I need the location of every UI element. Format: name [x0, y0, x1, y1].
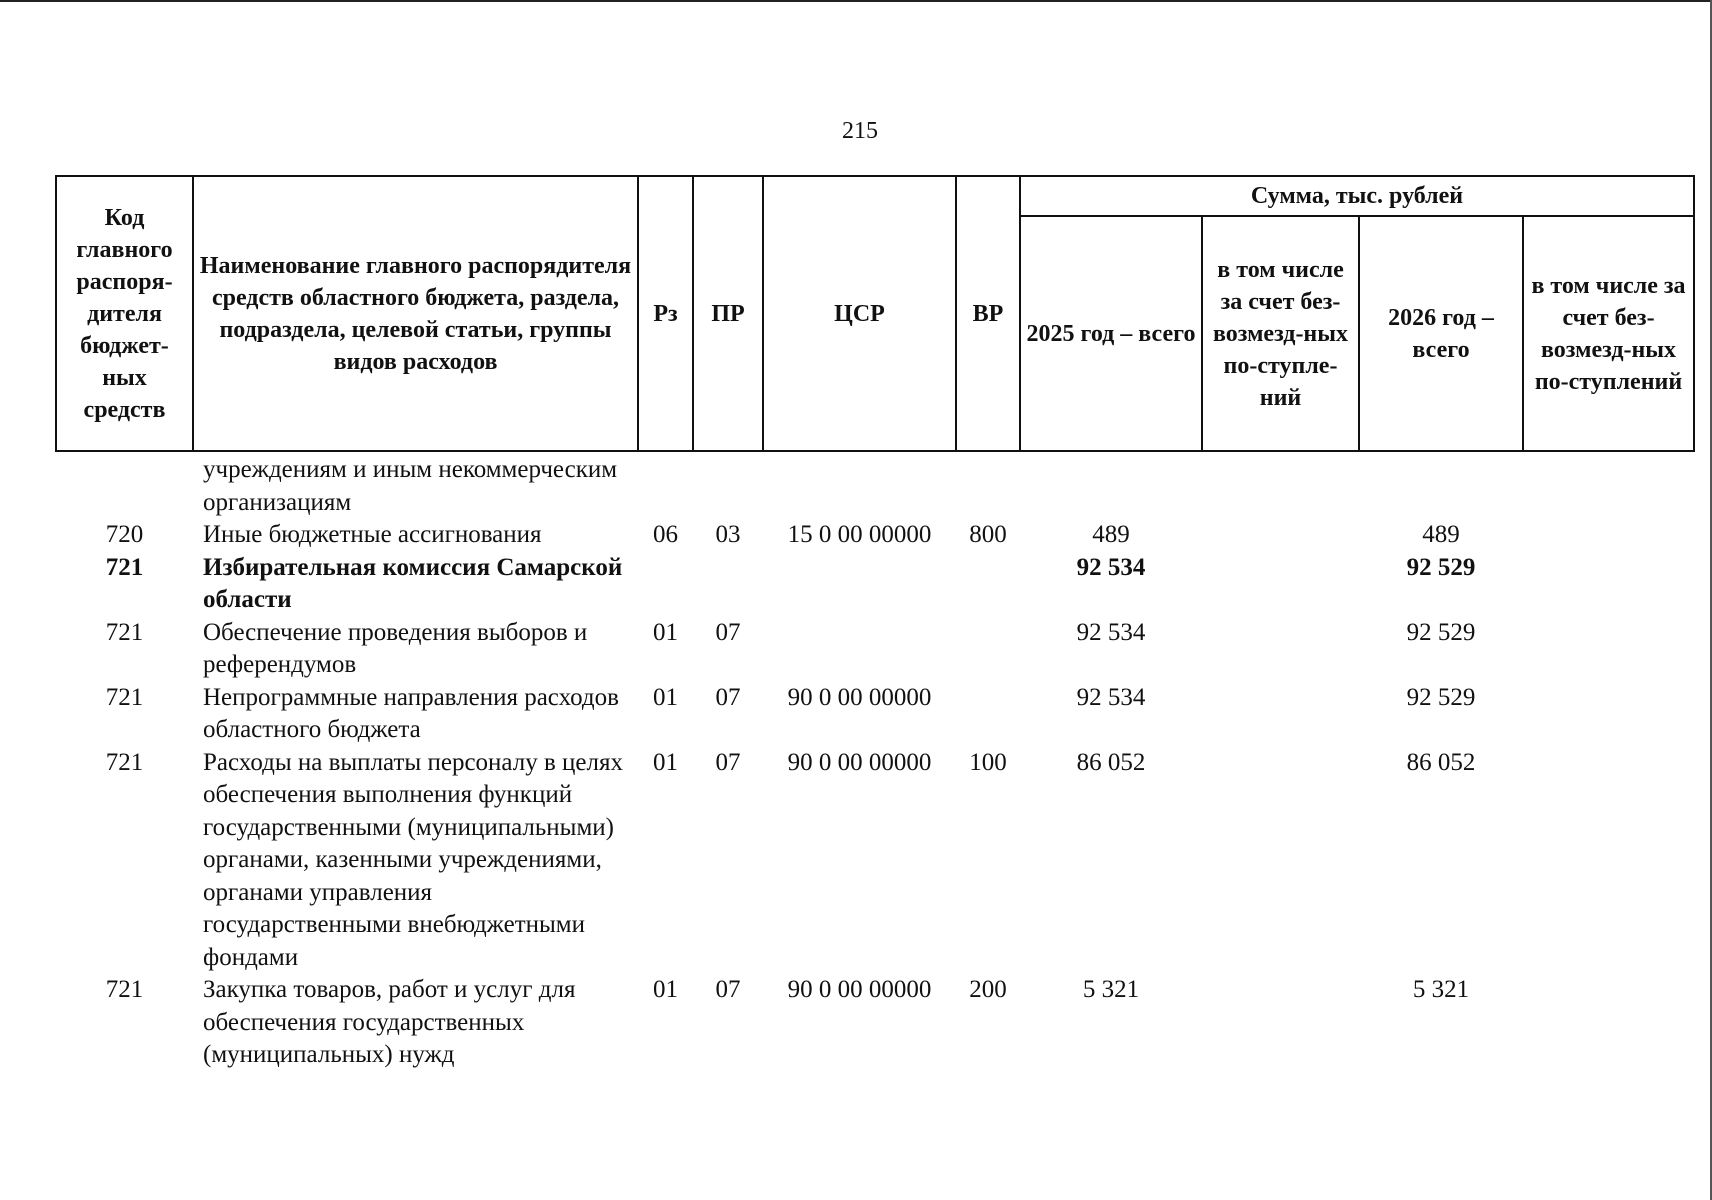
cell-pr: 07: [715, 976, 741, 1003]
cell-free-2026: [1523, 552, 1694, 617]
header-csr: ЦСР: [763, 176, 956, 451]
cell-rz: 01: [653, 618, 678, 646]
cell-csr: 90 0 00 00000: [787, 976, 932, 1003]
cell-pr: 07: [715, 683, 741, 711]
cell-vr: [956, 552, 1020, 617]
cell-free-2025: [1202, 552, 1359, 617]
cell-free-2026: [1523, 617, 1694, 682]
cell-rz: 01: [653, 683, 678, 711]
cell-sum-2026: 92 529: [1406, 683, 1476, 711]
cell-name: учреждениям и иным некоммерческим организациям: [203, 456, 618, 516]
cell-free-2025: [1202, 682, 1359, 747]
page-number: 215: [842, 118, 878, 144]
cell-sum-2026: 5 321: [1412, 976, 1470, 1003]
cell-name: Иные бюджетные ассигнования: [203, 521, 542, 548]
table-header: [56, 176, 1694, 451]
cell-sum-2025: 5 321: [1082, 976, 1140, 1003]
cell-sum-2026: 92 529: [1406, 553, 1476, 581]
cell-sum-2025: 92 534: [1076, 683, 1146, 711]
cell-csr: 90 0 00 00000: [787, 748, 932, 776]
table-row: [56, 617, 1694, 682]
cell-rz: 06: [653, 521, 678, 548]
cell-pr: 07: [715, 618, 741, 646]
cell-code: 720: [105, 521, 144, 548]
cell-sum-2025: 92 534: [1076, 618, 1146, 646]
cell-sum-2025: 86 052: [1076, 748, 1146, 776]
cell-rz: [638, 552, 693, 617]
table-row: [56, 974, 1694, 1072]
cell-sum-2026: 489: [1422, 521, 1460, 548]
cell-vr: [956, 682, 1020, 747]
cell-name: Непрограммные направления расходов областного бюджета: [203, 683, 619, 743]
cell-free-2025: [1202, 974, 1359, 1072]
cell-pr: 07: [715, 748, 741, 776]
cell-rz: 01: [653, 748, 678, 776]
scan-top-edge: [0, 0, 1712, 2]
cell-vr: [956, 451, 1020, 519]
cell-free-2026: [1523, 682, 1694, 747]
cell-code: 721: [105, 683, 144, 711]
cell-sum-2025: 92 534: [1076, 553, 1146, 581]
cell-sum-2025: [1020, 451, 1202, 519]
cell-name: Закупка товаров, работ и услуг для обеспечения государственных (муниципальных) нужд: [203, 976, 576, 1068]
cell-rz: [638, 451, 693, 519]
cell-csr: 15 0 00 00000: [787, 521, 932, 548]
cell-sum-2026: 86 052: [1406, 748, 1476, 776]
cell-csr: [763, 617, 956, 682]
cell-free-2025: [1202, 451, 1359, 519]
cell-sum-2026: 92 529: [1406, 618, 1476, 646]
header-sum-group: Сумма, тыс. рублей: [1020, 176, 1694, 216]
cell-sum-2026: [1359, 451, 1523, 519]
cell-vr: 800: [969, 521, 1007, 548]
cell-pr: [693, 451, 763, 519]
header-name: Наименование главного распорядителя средств областного бюджета, раздела, подраздела, целевой статьи, группы видов расходов: [193, 176, 638, 451]
cell-sum-2025: 489: [1092, 521, 1130, 548]
cell-name: Расходы на выплаты персоналу в целях обеспечения выполнения функций государственными (муниципальными) органами, казенными учреждениями, органами управления государственными внебюджетными фондами: [203, 748, 623, 971]
table-row: [56, 747, 1694, 975]
cell-code: 721: [105, 976, 144, 1003]
cell-vr: 100: [969, 748, 1007, 776]
header-pr: ПР: [693, 176, 763, 451]
cell-free-2026: [1523, 451, 1694, 519]
table-row: [56, 519, 1694, 552]
cell-free-2025: [1202, 617, 1359, 682]
cell-code: 721: [105, 618, 144, 646]
cell-free-2025: [1202, 747, 1359, 975]
cell-free-2026: [1523, 747, 1694, 975]
cell-csr: [763, 552, 956, 617]
cell-csr: [763, 451, 956, 519]
cell-code: 721: [105, 748, 144, 776]
cell-code: 721: [105, 553, 144, 581]
cell-free-2026: [1523, 974, 1694, 1072]
cell-rz: 01: [653, 976, 678, 1003]
header-vr: ВР: [956, 176, 1020, 451]
cell-code: [56, 451, 193, 519]
cell-pr: [693, 552, 763, 617]
header-code: Код главного распоря-дителя бюджет-ных средств: [56, 176, 193, 451]
header-free-2026: в том числе за счет без-возмезд-ных по-ступлений: [1523, 216, 1694, 451]
header-sum-2026: 2026 год – всего: [1359, 216, 1523, 451]
cell-pr: 03: [715, 521, 741, 548]
header-free-2025: в том числе за счет без-возмезд-ных по-ступле-ний: [1202, 216, 1359, 451]
table-row: [56, 451, 1694, 519]
table-row: [56, 552, 1694, 617]
header-rz: Рз: [638, 176, 693, 451]
cell-vr: [956, 617, 1020, 682]
table-body: [56, 451, 1694, 1072]
cell-free-2026: [1523, 519, 1694, 552]
cell-vr: 200: [969, 976, 1007, 1003]
cell-csr: 90 0 00 00000: [787, 683, 932, 711]
cell-name: Избирательная комиссия Самарской области: [203, 553, 623, 613]
cell-name: Обеспечение проведения выборов и референдумов: [203, 618, 588, 678]
cell-free-2025: [1202, 519, 1359, 552]
table-row: [56, 682, 1694, 747]
budget-table: [55, 175, 1695, 1072]
header-sum-2025: 2025 год – всего: [1020, 216, 1202, 451]
